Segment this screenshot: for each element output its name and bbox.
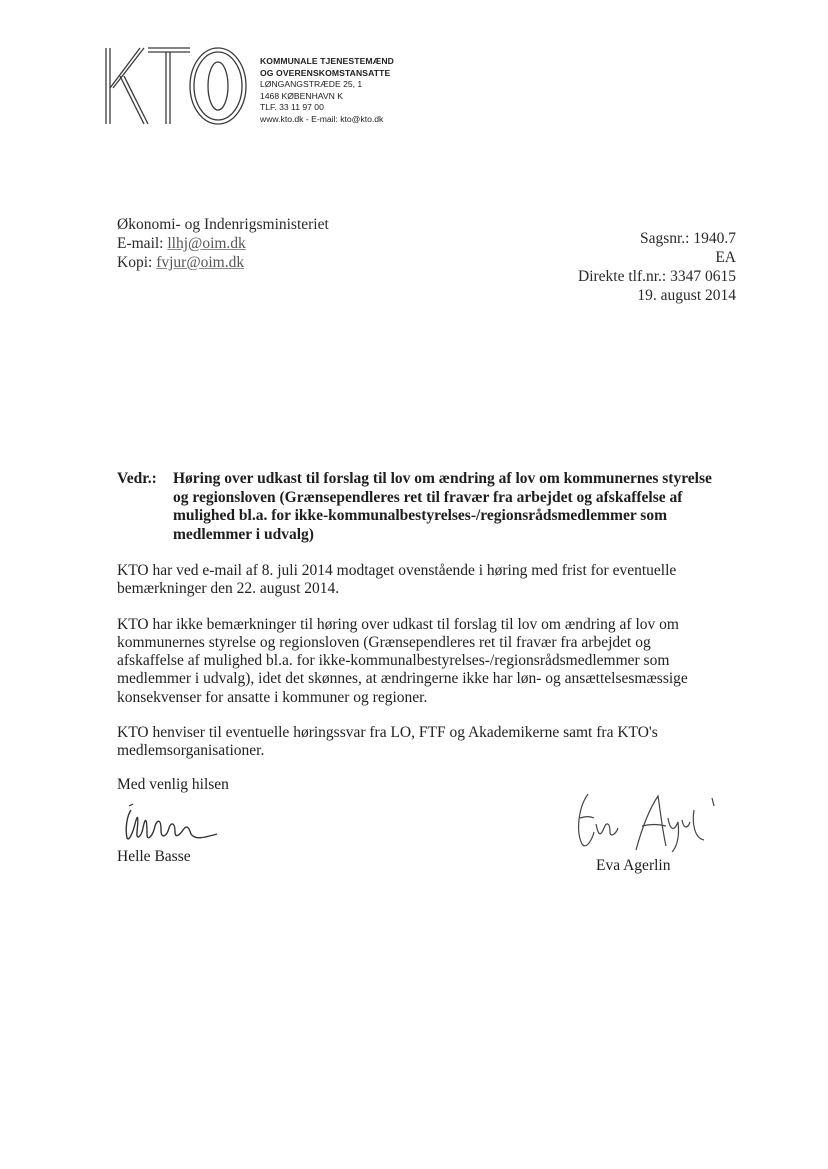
reference-block [578,229,736,305]
case-number: Sagsnr.: 1940.7 [639,230,736,247]
body-paragraph-1: KTO har ved e-mail af 8. juli 2014 modtaget ovenstående i høring med frist for eventuelle bemærkninger den 22. august 2014. [117,562,677,598]
recipient-email-link[interactable]: llhj@oim.dk [167,235,246,252]
body-paragraph-3: KTO henviser til eventuelle høringssvar fra LO, FTF og Akademikerne samt fra KTO's medlemsorganisationer. [117,724,658,760]
subject-label: Vedr.: [117,470,157,487]
signer-2-name: Eva Agerlin [596,857,671,874]
org-address: LØNGANGSTRÆDE 25, 1 [260,79,363,90]
copy-email-link[interactable]: fvjur@oim.dk [156,254,245,271]
body-paragraph-2: KTO har ikke bemærkninger til høring over udkast til forslag til lov om ændring af lov om kommunernes styrelse og regionsloven (Grænsependleres ret til fravær fra arbejdet og afskaffelse af mulighed bl.a. for ikke-kommunalbestyrelses-/regionsrådsmedlemmer som medlemmer i udvalg), idet det skønnes, at ændringerne ikke har løn- og ansættelsesmæssige konsekvenser for ansatte i kommuner og regioner. [117,615,688,706]
recipient-block [117,215,329,272]
org-phone: TLF. 33 11 97 00 [260,102,324,113]
org-web-email: www.kto.dk - E-mail: kto@kto.dk [260,113,384,124]
signer-1-name: Helle Basse [117,848,191,865]
signature-eva-agerlin [570,788,730,856]
org-city: 1468 KØBENHAVN K [260,90,343,101]
letter-body [117,562,715,778]
direct-phone: Direkte tlf.nr.: 3347 0615 [578,268,736,285]
recipient-email-line [117,234,329,253]
organization-info [260,56,394,126]
kto-logo [100,42,252,130]
subject-text: Høring over udkast til forslag til lov om ændring af lov om kommunernes styrelse og regionsloven (Grænsependleres ret til fravær fra arbejdet og afskaffelse af mulighed bl.a. for ikke-kommunalbestyrelses-/regionsrådsmedlemmer som medlemmer i udvalg) [173,470,712,543]
initials: EA [715,249,736,266]
recipient-name: Økonomi- og Indenrigsministeriet [117,216,329,233]
signature-helle-basse [117,802,227,850]
subject-block [117,470,712,544]
recipient-copy-line [117,253,329,272]
closing-greeting: Med venlig hilsen [117,776,229,793]
letter-date: 19. august 2014 [637,287,736,304]
email-label: E-mail: [117,235,168,252]
org-name-line1: KOMMUNALE TJENESTEMÆND [260,56,394,66]
org-name-line2: OG OVERENSKOMSTANSATTE [260,67,391,78]
copy-label: Kopi: [117,254,157,271]
